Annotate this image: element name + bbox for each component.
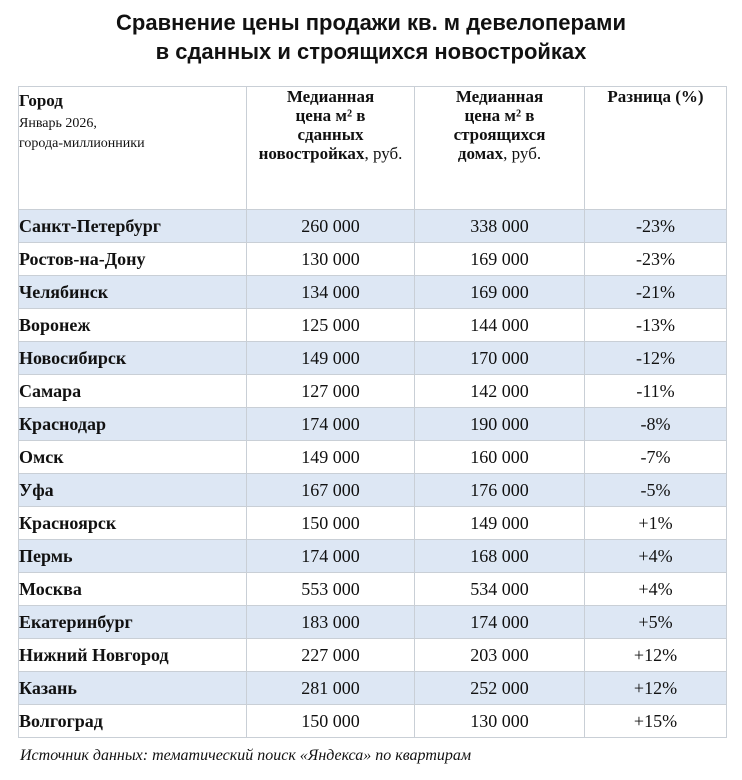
difference-cell: +1% <box>585 507 727 540</box>
difference-cell: -23% <box>585 243 727 276</box>
built-price-cell: 150 000 <box>247 705 415 738</box>
building-price-cell: 149 000 <box>415 507 585 540</box>
header-city-note-1: Январь 2026, <box>19 116 97 131</box>
building-price-cell: 252 000 <box>415 672 585 705</box>
built-price-cell: 183 000 <box>247 606 415 639</box>
city-cell: Пермь <box>19 540 247 573</box>
table-row <box>19 672 727 705</box>
difference-cell: +15% <box>585 705 727 738</box>
building-price-cell: 169 000 <box>415 276 585 309</box>
city-cell: Красноярск <box>19 507 247 540</box>
building-price-cell: 176 000 <box>415 474 585 507</box>
city-cell: Самара <box>19 375 247 408</box>
built-price-cell: 167 000 <box>247 474 415 507</box>
building-price-cell: 534 000 <box>415 573 585 606</box>
city-cell: Краснодар <box>19 408 247 441</box>
building-price-cell: 190 000 <box>415 408 585 441</box>
difference-cell: +5% <box>585 606 727 639</box>
price-comparison-table <box>18 86 727 738</box>
built-price-cell: 130 000 <box>247 243 415 276</box>
building-price-cell: 144 000 <box>415 309 585 342</box>
table-row <box>19 276 727 309</box>
header-building-line-2: цена м² в <box>464 106 535 125</box>
header-built-price <box>247 87 415 210</box>
building-price-cell: 160 000 <box>415 441 585 474</box>
city-cell: Ростов-на-Дону <box>19 243 247 276</box>
header-built-line-1: Медианная <box>286 87 375 106</box>
city-cell: Новосибирск <box>19 342 247 375</box>
city-cell: Нижний Новгород <box>19 639 247 672</box>
difference-cell: -8% <box>585 408 727 441</box>
difference-cell: +4% <box>585 540 727 573</box>
table-row <box>19 507 727 540</box>
built-price-cell: 174 000 <box>247 540 415 573</box>
table-row <box>19 573 727 606</box>
city-cell: Уфа <box>19 474 247 507</box>
header-difference <box>585 87 727 210</box>
difference-cell: +12% <box>585 672 727 705</box>
table-row <box>19 474 727 507</box>
header-built-line-3: сданных <box>297 125 364 144</box>
table-body <box>19 210 727 738</box>
difference-cell: -21% <box>585 276 727 309</box>
header-building-unit: , руб. <box>503 144 542 163</box>
header-built-line-4: новостройках <box>258 144 365 163</box>
built-price-cell: 150 000 <box>247 507 415 540</box>
city-cell: Волгоград <box>19 705 247 738</box>
building-price-cell: 203 000 <box>415 639 585 672</box>
difference-cell: -12% <box>585 342 727 375</box>
difference-cell: +12% <box>585 639 727 672</box>
built-price-cell: 149 000 <box>247 441 415 474</box>
title-line-1: Сравнение цены продажи кв. м девелоперами <box>116 10 626 35</box>
table-row <box>19 243 727 276</box>
building-price-cell: 130 000 <box>415 705 585 738</box>
built-price-cell: 227 000 <box>247 639 415 672</box>
table-header-row <box>19 87 727 210</box>
header-building-price <box>415 87 585 210</box>
building-price-cell: 338 000 <box>415 210 585 243</box>
building-price-cell: 170 000 <box>415 342 585 375</box>
header-built-line-2: цена м² в <box>295 106 366 125</box>
built-price-cell: 149 000 <box>247 342 415 375</box>
city-cell: Екатеринбург <box>19 606 247 639</box>
table-row <box>19 309 727 342</box>
built-price-cell: 127 000 <box>247 375 415 408</box>
table-row <box>19 705 727 738</box>
header-built-unit: , руб. <box>364 144 403 163</box>
city-cell: Санкт-Петербург <box>19 210 247 243</box>
building-price-cell: 168 000 <box>415 540 585 573</box>
city-cell: Омск <box>19 441 247 474</box>
built-price-cell: 174 000 <box>247 408 415 441</box>
building-price-cell: 169 000 <box>415 243 585 276</box>
source-note: Источник данных: тематический поиск «Яндекса» по квартирам <box>20 747 472 764</box>
table-row <box>19 540 727 573</box>
built-price-cell: 281 000 <box>247 672 415 705</box>
page-title <box>0 8 742 66</box>
built-price-cell: 553 000 <box>247 573 415 606</box>
table-row <box>19 375 727 408</box>
header-city <box>19 87 247 210</box>
city-cell: Челябинск <box>19 276 247 309</box>
header-building-line-1: Медианная <box>455 87 544 106</box>
table-row <box>19 408 727 441</box>
table-row <box>19 441 727 474</box>
building-price-cell: 174 000 <box>415 606 585 639</box>
table-row <box>19 210 727 243</box>
difference-cell: -11% <box>585 375 727 408</box>
header-city-label: Город <box>19 91 63 110</box>
difference-cell: -5% <box>585 474 727 507</box>
table-row <box>19 342 727 375</box>
built-price-cell: 134 000 <box>247 276 415 309</box>
header-difference-label: Разница (%) <box>607 87 704 106</box>
difference-cell: -7% <box>585 441 727 474</box>
city-cell: Москва <box>19 573 247 606</box>
table-row <box>19 606 727 639</box>
difference-cell: +4% <box>585 573 727 606</box>
difference-cell: -13% <box>585 309 727 342</box>
header-building-line-3: строящихся <box>453 125 546 144</box>
header-building-line-4: домах <box>457 144 504 163</box>
built-price-cell: 260 000 <box>247 210 415 243</box>
city-cell: Воронеж <box>19 309 247 342</box>
city-cell: Казань <box>19 672 247 705</box>
table-row <box>19 639 727 672</box>
title-line-2: в сданных и строящихся новостройках <box>155 39 587 64</box>
difference-cell: -23% <box>585 210 727 243</box>
building-price-cell: 142 000 <box>415 375 585 408</box>
built-price-cell: 125 000 <box>247 309 415 342</box>
header-city-note-2: города-миллионники <box>19 136 145 151</box>
